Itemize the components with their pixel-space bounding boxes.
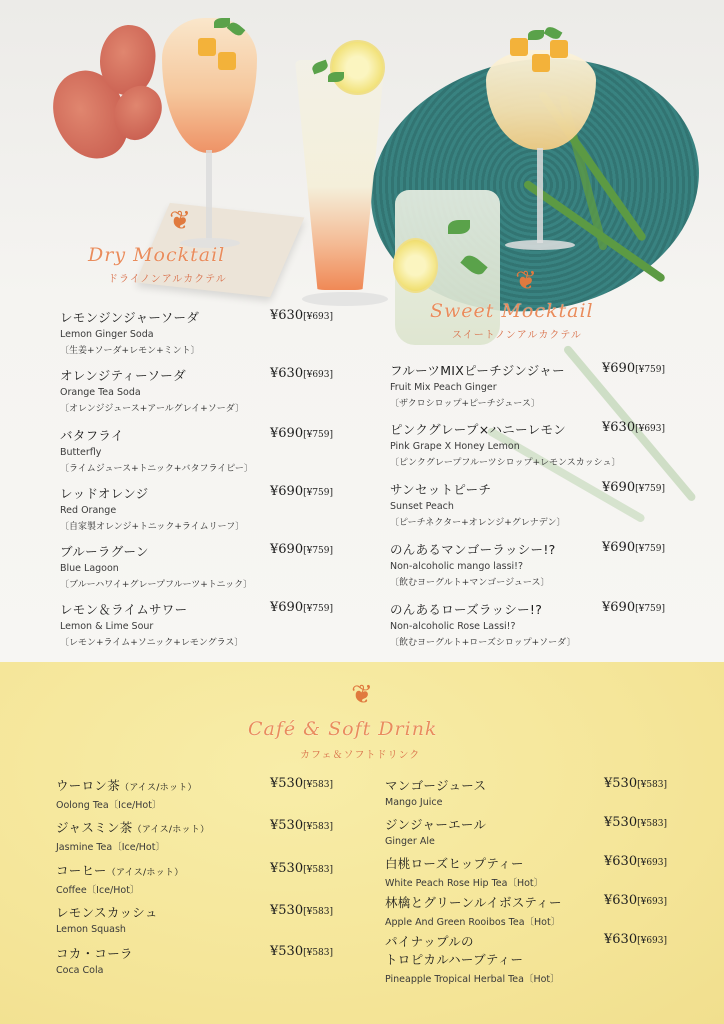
item-english-name: Non-alcoholic mango lassi!?: [390, 561, 524, 572]
item-ingredients: 〔ザクロシロップ+ピーチジュース〕: [390, 399, 540, 409]
item-ingredients: 〔ピンクグレープフルーツシロップ+レモンスカッシュ〕: [390, 458, 621, 468]
item-name: 林檎とグリーンルイボスティー: [385, 895, 562, 910]
menu-item: [385, 854, 543, 889]
item-price: [602, 361, 665, 376]
item-name: のんあるローズラッシー!?: [390, 602, 543, 617]
price-value: ¥530: [270, 903, 304, 918]
menu-item: [390, 600, 576, 648]
price-tax-included: [¥759]: [635, 604, 666, 614]
menu-item: [60, 600, 243, 648]
price-tax-included: [¥583]: [303, 780, 334, 790]
item-ingredients: 〔オレンジジュース+アールグレイ+ソーダ〕: [60, 404, 245, 414]
item-price: [270, 542, 333, 557]
menu-item: [385, 776, 486, 808]
item-price: [602, 420, 665, 435]
price-value: ¥630: [270, 366, 304, 381]
price-tax-included: [¥693]: [303, 312, 334, 322]
item-name: バタフライ: [60, 428, 124, 443]
menu-item: [390, 540, 556, 588]
price-value: ¥690: [270, 542, 304, 557]
item-english-name: Lemon Ginger Soda: [60, 329, 154, 340]
mango-garnish: [218, 52, 236, 70]
item-english-name: Red Orange: [60, 505, 117, 516]
item-english-name: Coca Cola: [56, 965, 104, 976]
item-name: パイナップルの: [385, 934, 474, 949]
item-name-main: コカ・コーラ: [56, 946, 133, 961]
item-english-name: Lemon & Lime Sour: [60, 621, 154, 632]
price-tax-included: [¥693]: [637, 858, 668, 868]
glass-base: [505, 240, 575, 250]
item-name: [56, 861, 184, 879]
glass-stem: [206, 150, 212, 240]
price-value: ¥630: [270, 308, 304, 323]
item-name-line2: トロピカルハーブティー: [385, 952, 524, 967]
mango-garnish: [198, 38, 216, 56]
sweet-mocktail-title: Sweet Mocktail: [430, 300, 594, 322]
item-name: ブルーラグーン: [60, 544, 149, 559]
item-price: [270, 484, 333, 499]
item-price: [604, 815, 667, 830]
item-name: フルーツMIXピーチジンジャー: [390, 363, 565, 378]
price-value: ¥690: [270, 426, 304, 441]
item-english-name: Pineapple Tropical Herbal Tea〔Hot〕: [385, 974, 560, 985]
item-price: [270, 776, 333, 791]
mango-garnish: [510, 38, 528, 56]
menu-item: [385, 932, 560, 985]
price-value: ¥630: [604, 893, 638, 908]
item-english-name: Lemon Squash: [56, 924, 126, 935]
menu-item: [60, 426, 253, 474]
price-tax-included: [¥693]: [637, 936, 668, 946]
price-tax-included: [¥583]: [303, 907, 334, 917]
item-price: [604, 776, 667, 791]
price-value: ¥530: [604, 815, 638, 830]
price-value: ¥630: [604, 854, 638, 869]
menu-item: [56, 861, 184, 896]
item-ingredients: 〔生姜+ソーダ+レモン+ミント〕: [60, 346, 200, 356]
price-value: ¥530: [270, 944, 304, 959]
item-price: [270, 944, 333, 959]
menu-item: [390, 420, 620, 468]
item-english-name: Apple And Green Rooibos Tea〔Hot〕: [385, 917, 561, 928]
mango-garnish: [550, 40, 568, 58]
mint-garnish: [328, 72, 344, 82]
item-ingredients: 〔飲むヨーグルト+ローズシロップ+ソーダ〕: [390, 638, 576, 648]
item-price: [604, 932, 667, 947]
item-name-main: コーヒー: [56, 863, 107, 878]
cafe-soft-drink-title: Café & Soft Drink: [248, 718, 438, 740]
price-value: ¥690: [270, 600, 304, 615]
mango-garnish: [532, 54, 550, 72]
item-price: [602, 540, 665, 555]
item-name: 白桃ローズヒップティー: [385, 856, 524, 871]
price-tax-included: [¥583]: [303, 822, 334, 832]
item-price: [270, 903, 333, 918]
item-ingredients: 〔ライムジュース+トニック+バタフライピー〕: [60, 464, 253, 474]
item-english-name: Butterfly: [60, 447, 102, 458]
menu-item: [60, 366, 244, 414]
menu-item: [390, 361, 565, 409]
item-price: [270, 426, 333, 441]
sweet-mocktail-subtitle: スイートノンアルカクテル: [452, 330, 582, 341]
item-name-main: レモンスカッシュ: [56, 905, 158, 920]
menu-item: [56, 903, 158, 935]
menu-item: [60, 308, 200, 356]
price-value: ¥530: [604, 776, 638, 791]
item-name-option: （アイス/ホット）: [120, 783, 197, 793]
item-name: ジンジャーエール: [385, 817, 487, 832]
glass-base: [302, 292, 388, 306]
item-name: レモン＆ライムサワー: [60, 602, 188, 617]
item-name: [56, 776, 197, 794]
price-tax-included: [¥759]: [303, 546, 334, 556]
item-name: レモンジンジャーソーダ: [60, 310, 200, 325]
item-english-name: Orange Tea Soda: [60, 387, 141, 398]
menu-item: [60, 484, 244, 532]
item-name: マンゴージュース: [385, 778, 487, 793]
item-name-option: （アイス/ホット）: [106, 868, 184, 878]
price-value: ¥690: [602, 361, 636, 376]
item-price: [604, 893, 667, 908]
menu-item: [56, 776, 197, 811]
price-value: ¥630: [602, 420, 636, 435]
price-value: ¥530: [270, 818, 304, 833]
price-tax-included: [¥759]: [303, 604, 334, 614]
price-value: ¥690: [602, 480, 636, 495]
item-name: レッドオレンジ: [60, 486, 149, 501]
price-value: ¥690: [270, 484, 304, 499]
price-value: ¥530: [270, 861, 304, 876]
menu-item: [56, 944, 133, 976]
menu-item: [60, 542, 252, 590]
price-tax-included: [¥583]: [303, 865, 334, 875]
item-english-name: Non-alcoholic Rose Lassi!?: [390, 621, 516, 632]
tall-lemon-glass: [295, 60, 385, 290]
mint-garnish: [544, 25, 563, 42]
item-english-name: Fruit Mix Peach Ginger: [390, 382, 497, 393]
item-ingredients: 〔自家製オレンジ+トニック+ライムリーフ〕: [60, 522, 245, 532]
price-tax-included: [¥583]: [637, 819, 668, 829]
item-ingredients: 〔ブルーハワイ+グレープフルーツ+トニック〕: [60, 580, 253, 590]
price-tax-included: [¥693]: [303, 370, 334, 380]
item-price: [602, 600, 665, 615]
item-name: [56, 944, 133, 962]
price-value: ¥630: [604, 932, 638, 947]
item-price: [270, 861, 333, 876]
ornament-icon: ❦: [169, 206, 191, 236]
price-value: ¥530: [270, 776, 304, 791]
mint-garnish: [448, 220, 470, 234]
item-price: [604, 854, 667, 869]
item-english-name: Oolong Tea〔Ice/Hot〕: [56, 800, 162, 811]
item-name: のんあるマンゴーラッシー!?: [390, 542, 556, 557]
item-english-name: Coffee〔Ice/Hot〕: [56, 885, 140, 896]
price-value: ¥690: [602, 540, 636, 555]
item-name-main: ウーロン茶: [56, 778, 121, 793]
item-english-name: Jasmine Tea〔Ice/Hot〕: [56, 842, 165, 853]
price-value: ¥690: [602, 600, 636, 615]
item-ingredients: 〔ピーチネクター+オレンジ+グレナデン〕: [390, 518, 566, 528]
item-english-name: Pink Grape X Honey Lemon: [390, 441, 520, 452]
menu-item: [56, 818, 209, 853]
item-english-name: White Peach Rose Hip Tea〔Hot〕: [385, 878, 544, 889]
item-price: [270, 308, 333, 323]
price-tax-included: [¥759]: [635, 544, 666, 554]
item-name: [56, 903, 158, 921]
price-tax-included: [¥693]: [635, 424, 666, 434]
ornament-icon: ❦: [351, 680, 373, 710]
lemon-slice: [330, 40, 385, 95]
dry-mocktail-subtitle: ドライノンアルカクテル: [108, 274, 227, 285]
item-english-name: Sunset Peach: [390, 501, 454, 512]
ornament-icon: ❦: [515, 266, 537, 296]
menu-item: [385, 893, 562, 928]
item-name: [56, 818, 209, 836]
price-tax-included: [¥693]: [637, 897, 668, 907]
item-english-name: Mango Juice: [385, 797, 443, 808]
dry-mocktail-title: Dry Mocktail: [88, 244, 226, 266]
mint-garnish: [528, 30, 544, 40]
item-name-option: （アイス/ホット）: [132, 825, 210, 835]
price-tax-included: [¥583]: [637, 780, 668, 790]
item-price: [270, 366, 333, 381]
cafe-soft-drink-subtitle: カフェ＆ソフトドリンク: [300, 750, 421, 761]
price-tax-included: [¥759]: [303, 488, 334, 498]
item-ingredients: 〔レモン+ライム+ソニック+レモングラス〕: [60, 638, 244, 648]
lemon-slice: [393, 238, 438, 293]
item-price: [270, 600, 333, 615]
item-name-main: ジャスミン茶: [56, 820, 133, 835]
price-tax-included: [¥583]: [303, 948, 334, 958]
menu-item: [390, 480, 566, 528]
price-tax-included: [¥759]: [635, 484, 666, 494]
price-tax-included: [¥759]: [303, 430, 334, 440]
item-price: [270, 818, 333, 833]
item-english-name: Blue Lagoon: [60, 563, 119, 574]
price-tax-included: [¥759]: [635, 365, 666, 375]
item-price: [602, 480, 665, 495]
item-name: ピンクグレープ×ハニーレモン: [390, 422, 567, 437]
item-name: オレンジティーソーダ: [60, 368, 186, 383]
item-name: サンセットピーチ: [390, 482, 492, 497]
item-ingredients: 〔飲むヨーグルト+マンゴージュース〕: [390, 578, 550, 588]
item-english-name: Ginger Ale: [385, 836, 435, 847]
glass-stem: [537, 148, 543, 243]
menu-item: [385, 815, 486, 847]
